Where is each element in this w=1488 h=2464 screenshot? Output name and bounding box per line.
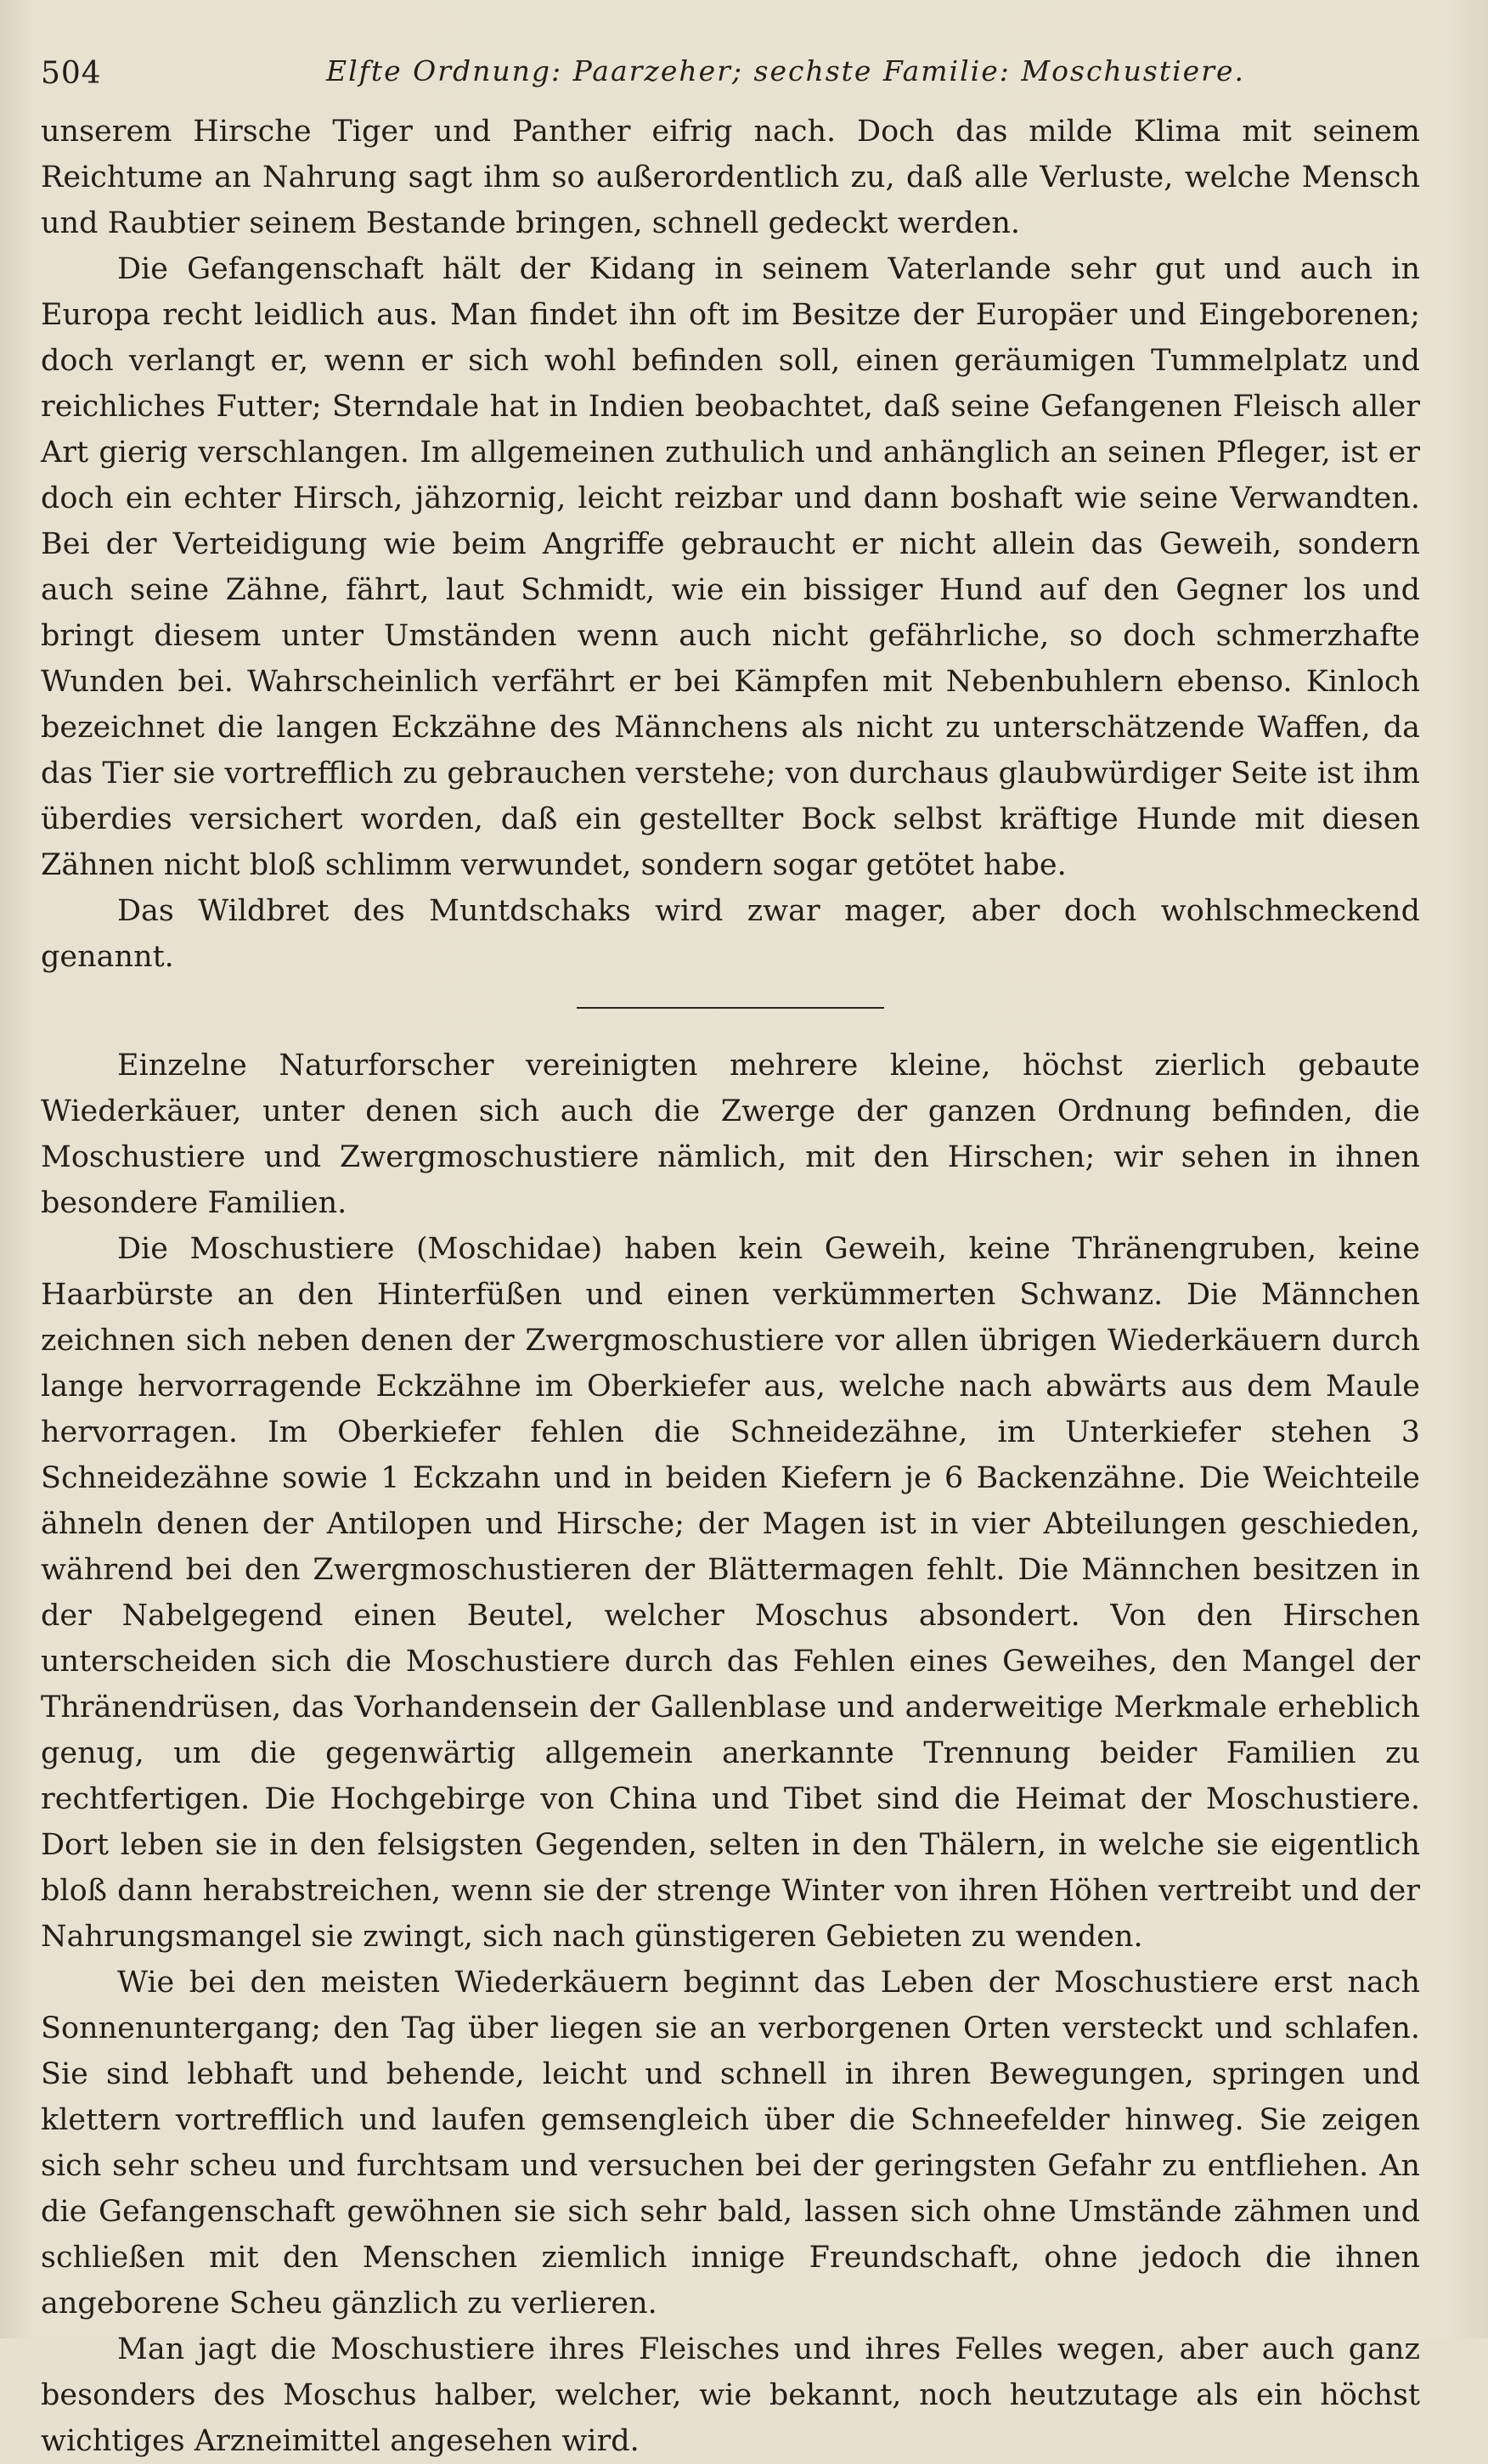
paragraph: Wie bei den meisten Wiederkäuern beginnt das Leben der Moschustiere erst nach Sonnenuntergang; den Tag über liegen sie an verborgenen Orten versteckt und schlafen. Sie sind lebhaft und behende, leicht und schnell in ihren Bewegungen, springen und klettern vortrefflich und laufen gemsengleich über die Schneefelder hinweg. Sie zeigen sich sehr scheu und furchtsam und versuchen bei der geringsten Gefahr zu entfliehen. An die Gefangenschaft gewöhnen sie sich sehr bald, lassen sich ohne Umstände zähmen und schließen mit den Menschen ziemlich innige Freundschaft, ohne jedoch die ihnen angeborene Scheu gänzlich zu verlieren.: [41, 1966, 1420, 2321]
section-divider: [577, 1007, 884, 1009]
section-two: [41, 1043, 1420, 2464]
section-one: [41, 109, 1420, 980]
paragraph: unserem Hirsche Tiger und Panther eifrig nach. Doch das milde Klima mit seinem Reichtume an Nahrung sagt ihm so außerordentlich zu, daß alle Verluste, welche Mensch und Raubtier seinem Bestande bringen, schnell gedeckt werden.: [41, 115, 1420, 240]
running-head-title: Elfte Ordnung: Paarzeher; sechste Familie: Moschustiere.: [326, 54, 1246, 87]
page-number: 504: [41, 56, 102, 91]
running-head: [41, 51, 1420, 98]
paragraph: Man jagt die Moschustiere ihres Fleisches und ihres Felles wegen, aber auch ganz besonders des Moschus halber, welcher, wie bekannt, noch heutzutage als ein höchst wichtiges Arzneimittel angesehen wird.: [41, 2332, 1420, 2458]
paragraph: Die Gefangenschaft hält der Kidang in seinem Vaterlande sehr gut und auch in Europa recht leidlich aus. Man findet ihn oft im Besitze der Europäer und Eingeborenen; doch verlangt er, wenn er sich wohl befinden soll, einen geräumigen Tummelplatz und reichliches Futter; Sterndale hat in Indien beobachtet, daß seine Gefangenen Fleisch aller Art gierig verschlangen. Im allgemeinen zuthulich und anhänglich an seinen Pfleger, ist er doch ein echter Hirsch, jähzornig, leicht reizbar und dann boshaft wie seine Verwandten. Bei der Verteidigung wie beim Angriffe gebraucht er nicht allein das Geweih, sondern auch seine Zähne, fährt, laut Schmidt, wie ein bissiger Hund auf den Gegner los und bringt diesem unter Umständen wenn auch nicht gefährliche, so doch schmerzhafte Wunden bei. Wahrscheinlich verfährt er bei Kämpfen mit Nebenbuhlern ebenso. Kinloch bezeichnet die langen Eckzähne des Männchens als nicht zu unterschätzende Waffen, da das Tier sie vortrefflich zu gebrauchen verstehe; von durchaus glaubwürdiger Seite ist ihm überdies versichert worden, daß ein gestellter Bock selbst kräftige Hunde mit diesen Zähnen nicht bloß schlimm verwundet, sondern sogar getötet habe.: [41, 252, 1420, 882]
paragraph: Das Wildbret des Muntdschaks wird zwar mager, aber doch wohlschmeckend genannt.: [41, 894, 1420, 974]
paragraph: Einzelne Naturforscher vereinigten mehrere kleine, höchst zierlich gebaute Wiederkäuer, unter denen sich auch die Zwerge der ganzen Ordnung befinden, die Moschustiere und Zwergmoschustiere nämlich, mit den Hirschen; wir sehen in ihnen besondere Familien.: [41, 1049, 1420, 1220]
paragraph: Die Moschustiere (Moschidae) haben kein Geweih, keine Thränengruben, keine Haarbürste an den Hinterfüßen und einen verkümmerten Schwanz. Die Männchen zeichnen sich neben denen der Zwergmoschustiere vor allen übrigen Wiederkäuern durch lange hervorragende Eckzähne im Oberkiefer aus, welche nach abwärts aus dem Maule hervorragen. Im Oberkiefer fehlen die Schneidezähne, im Unterkiefer stehen 3 Schneidezähne sowie 1 Eckzahn und in beiden Kiefern je 6 Backenzähne. Die Weichteile ähneln denen der Antilopen und Hirsche; der Magen ist in vier Abteilungen geschieden, während bei den Zwergmoschustieren der Blättermagen fehlt. Die Männchen besitzen in der Nabelgegend einen Beutel, welcher Moschus absondert. Von den Hirschen unterscheiden sich die Moschustiere durch das Fehlen eines Geweihes, den Mangel der Thränendrüsen, das Vorhandensein der Gallenblase und anderweitige Merkmale erheblich genug, um die gegenwärtig allgemein anerkannte Trennung beider Familien zu rechtfertigen. Die Hochgebirge von China und Tibet sind die Heimat der Moschustiere. Dort leben sie in den felsigsten Gegenden, selten in den Thälern, in welche sie eigentlich bloß dann herabstreichen, wenn sie der strenge Winter von ihren Höhen vertreibt und der Nahrungsmangel sie zwingt, sich nach günstigeren Gebieten zu wenden.: [41, 1232, 1420, 1954]
